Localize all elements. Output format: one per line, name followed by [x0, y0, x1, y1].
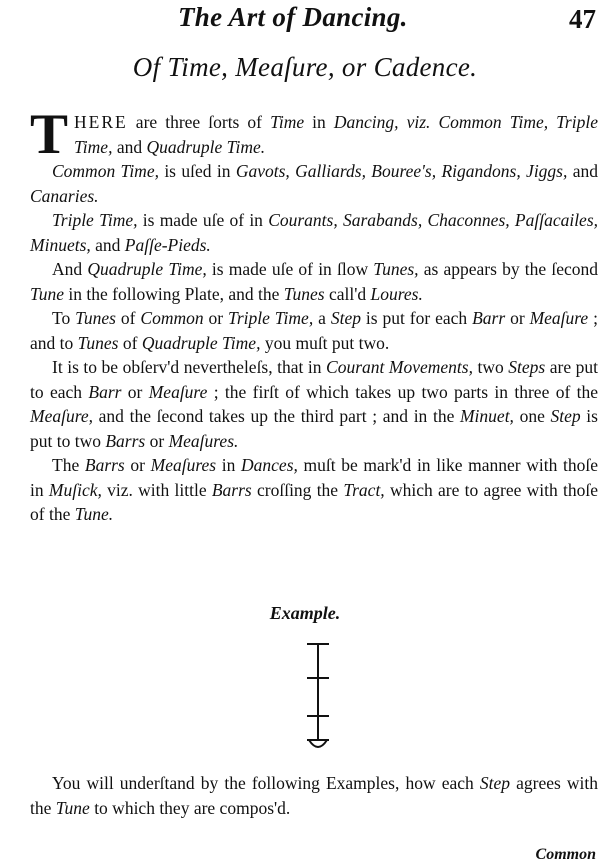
drop-cap: T	[30, 103, 69, 166]
paragraph-1: THERE are three ſorts of Time in Dancing, viz. Common Time, Triple Time, and Quadruple Time.	[30, 103, 598, 166]
paragraph-2: Common Time, is uſed in Gavots, Galliards, Bouree's, Rigandons, Jiggs, and Canaries.	[30, 161, 598, 206]
paragraph-5: To Tunes of Common or Triple Time, a Step is put for each Barr or Meaſure ; and to Tunes of Quadruple Time, you muſt put two.	[30, 308, 598, 353]
running-head	[0, 2, 610, 36]
paragraph-6: It is to be obſerv'd nevertheleſs, that in Courant Movements, two Steps are put to each Barr or Meaſure ; the firſt of which takes up two parts in three of the Meaſure, and the ſecond takes up the third part ; and in the Minuet, one Step is put to two Barrs or Meaſures.	[30, 357, 598, 451]
page-number: 47	[569, 4, 596, 34]
tract-end-curve	[309, 740, 327, 747]
body-text	[30, 103, 599, 527]
closing-paragraph: You will underſtand by the following Examples, how each Step agrees with the Tune to which they are compos'd.	[30, 773, 599, 818]
catchword: Common	[535, 846, 596, 863]
paragraph-3: Triple Time, is made uſe of in Courants, Sarabands, Chaconnes, Paſſacailes, Minuets, and Paſſe-Pieds.	[30, 210, 599, 255]
dance-tract-diagram	[303, 640, 333, 760]
paragraph-4: And Quadruple Time, is made uſe of in ſlow Tunes, as appears by the ſecond Tune in the following Plate, and the Tunes call'd Loures.	[30, 259, 598, 304]
example-label: Example.	[269, 603, 341, 623]
chapter-title: Of Time, Meaſure, or Cadence.	[132, 52, 478, 82]
paragraph-7: The Barrs or Meaſures in Dances, muſt be mark'd in like manner with thoſe in Muſick, viz. with little Barrs croſſing the Tract, which are to agree with thoſe of the Tune.	[30, 455, 598, 524]
running-title: The Art of Dancing.	[178, 2, 408, 32]
